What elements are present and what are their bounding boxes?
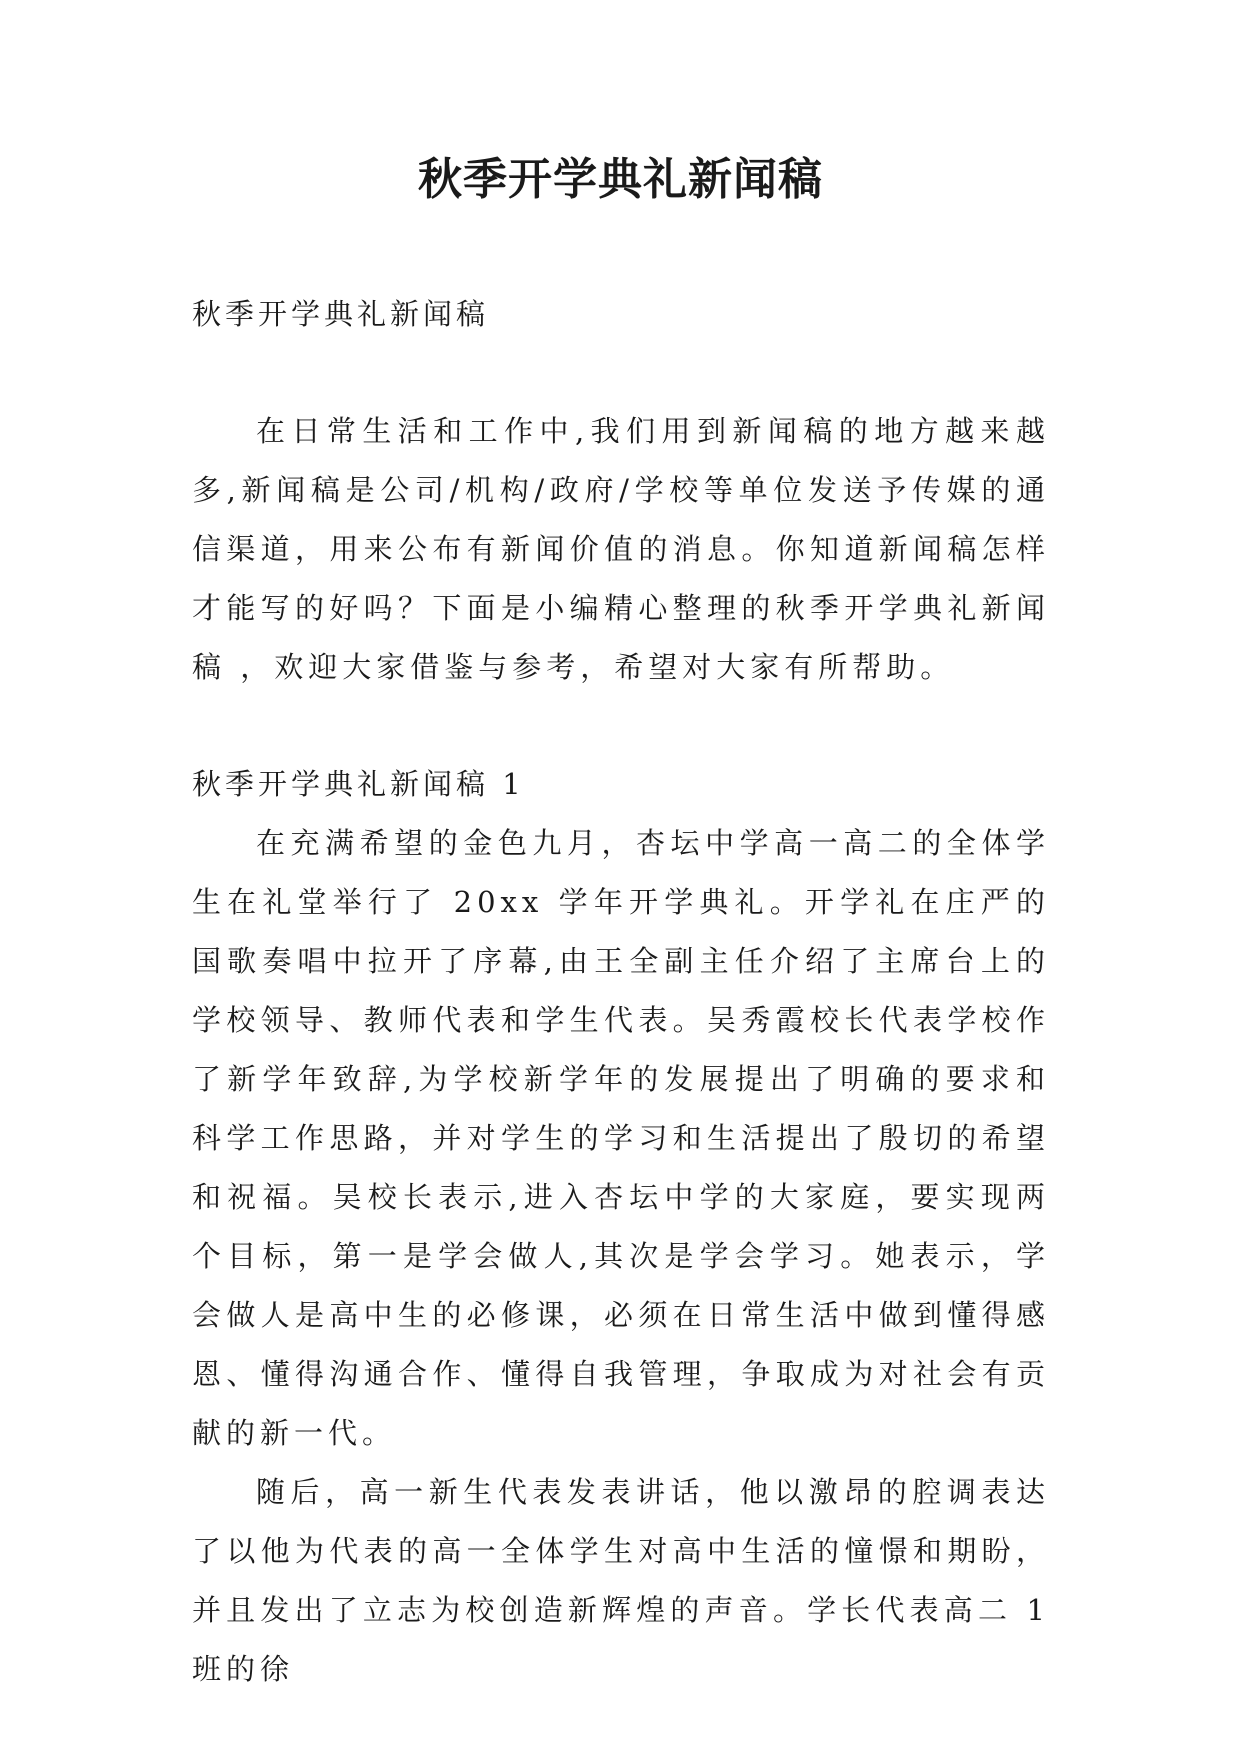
body-paragraph: 在充满希望的金色九月，杏坛中学高一高二的全体学生在礼堂举行了 20xx 学年开学典礼。开学礼在庄严的国歌奏唱中拉开了序幕,由王全副主任介绍了主席台上的学校领导、教师代表和学生代表。吴秀霞校长代表学校作了新学年致辞,为学校新学年的发展提出了明确的要求和科学工作思路，并对学生的学习和生活提出了殷切的希望和祝福。吴校长表示,进入杏坛中学的大家庭，要实现两个目标，第一是学会做人,其次是学会学习。她表示，学会做人是高中生的必修课，必须在日常生活中做到懂得感恩、懂得沟通合作、懂得自我管理，争取成为对社会有贡献的新一代。	[192, 826, 1050, 1450]
section-heading: 秋季开学典礼新闻稿 1	[192, 767, 525, 801]
document-title: 秋季开学典礼新闻稿	[418, 154, 823, 205]
document-subtitle: 秋季开学典礼新闻稿	[192, 297, 490, 331]
intro-paragraph: 在日常生活和工作中,我们用到新闻稿的地方越来越多,新闻稿是公司/机构/政府/学校等单位发送予传媒的通信渠道，用来公布有新闻价值的消息。你知道新闻稿怎样才能写的好吗？下面是小编精心整理的秋季开学典礼新闻稿 ，欢迎大家借鉴与参考，希望对大家有所帮助。	[192, 414, 1050, 684]
body-paragraph: 随后，高一新生代表发表讲话，他以激昂的腔调表达了以他为代表的高一全体学生对高中生活的憧憬和期盼，并且发出了立志为校创造新辉煌的声音。学长代表高二 1 班的徐	[192, 1475, 1050, 1686]
section-body	[192, 814, 1050, 1699]
